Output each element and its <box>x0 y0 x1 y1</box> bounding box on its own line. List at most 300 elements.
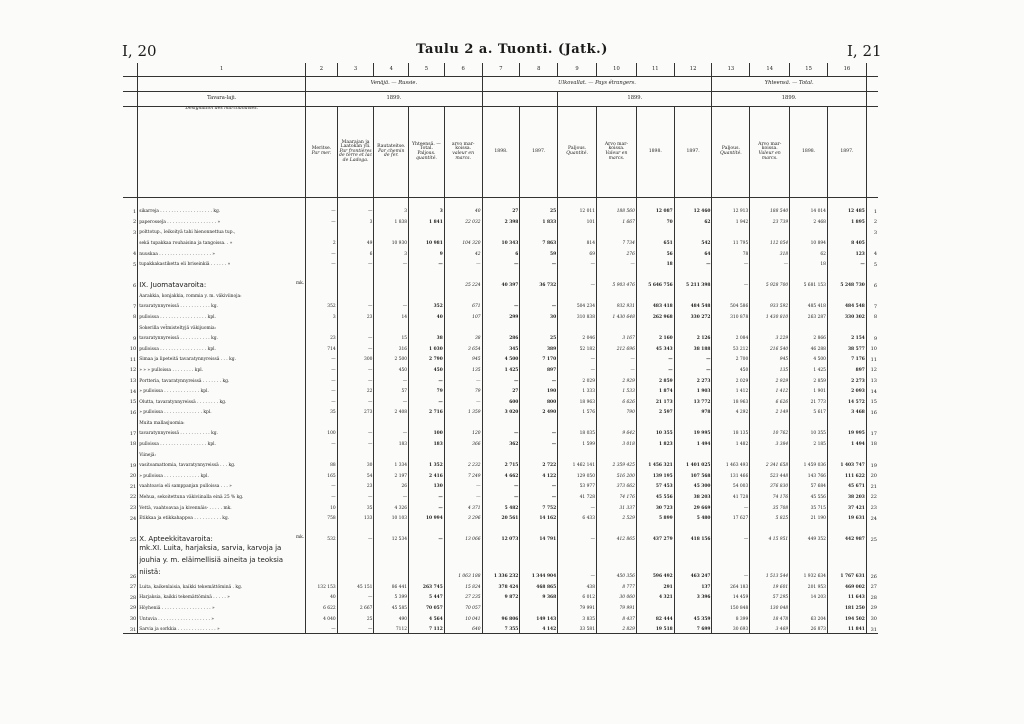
row-cell <box>827 320 866 331</box>
row-cell: 2 829 <box>597 622 637 633</box>
row-cell: 7 734 <box>597 236 637 247</box>
row-cell <box>520 601 558 612</box>
row-cell <box>374 543 409 580</box>
row-cell: 21 190 <box>790 511 828 522</box>
table-row <box>123 268 878 289</box>
row-cell: 5 681 153 <box>790 268 828 289</box>
row-cell: 450 356 <box>597 543 637 580</box>
row-cell: 945 <box>444 352 482 363</box>
row-cell: — <box>306 373 338 384</box>
row-cell: — <box>374 373 409 384</box>
row-cell: 135 <box>750 363 790 374</box>
row-cell: 57 453 <box>636 479 674 490</box>
row-cell: 23 <box>337 310 374 321</box>
row-number: 10 <box>129 346 137 353</box>
row-cell: 378 424 <box>482 580 520 591</box>
row-cell: 1 430 648 <box>597 310 637 321</box>
table-row <box>123 299 878 310</box>
row-cell: 21 773 <box>790 395 828 406</box>
row-cell: 9 642 <box>597 426 637 437</box>
row-cell: 12 485 <box>827 204 866 215</box>
row-cell: 790 <box>597 405 637 416</box>
row-cell: — <box>558 268 597 289</box>
row-cell: 38 203 <box>674 490 712 501</box>
row-number-right: 11 <box>866 352 878 363</box>
row-cell: 263 745 <box>409 580 445 591</box>
row-cell: 1 838 <box>374 215 409 226</box>
table-row <box>123 490 878 501</box>
row-cell: — <box>409 490 445 501</box>
row-cell: 1 667 <box>597 215 637 226</box>
row-cell: 2 866 <box>790 331 828 342</box>
row-cell: 6 626 <box>750 395 790 406</box>
row-cell: — <box>337 331 374 342</box>
row-cell <box>636 320 674 331</box>
year-1898-foreign: 1898. <box>636 107 674 198</box>
row-cell: 40 397 <box>482 268 520 289</box>
row-cell: 143 766 <box>790 469 828 480</box>
row-cell: — <box>337 490 374 501</box>
row-cell: 100 <box>409 426 445 437</box>
row-cell: 132 153 <box>306 580 338 591</box>
row-cell: 352 <box>306 299 338 310</box>
row-cell: 7 699 <box>674 622 712 633</box>
row-cell: 504 234 <box>558 299 597 310</box>
designation-label: Désignation des marchandises. <box>138 107 306 198</box>
row-cell: 1 576 <box>558 405 597 416</box>
row-cell: — <box>337 426 374 437</box>
table-row <box>123 511 878 522</box>
row-cell: 2 500 <box>374 352 409 363</box>
row-cell: 945 <box>750 352 790 363</box>
row-cell: — <box>337 590 374 601</box>
row-cell: 3 <box>337 215 374 226</box>
row-cell <box>790 289 828 300</box>
row-cell: 2 046 <box>558 331 597 342</box>
row-number: 8 <box>133 314 137 321</box>
row-number: 21 <box>129 483 137 490</box>
row-number-right <box>866 416 878 427</box>
row-cell: 7 355 <box>482 622 520 633</box>
row-number-right: 24 <box>866 511 878 522</box>
row-cell: — <box>374 299 409 310</box>
table-body <box>123 204 878 633</box>
row-cell: 4 15 951 <box>750 522 790 543</box>
subheader-row <box>123 107 878 198</box>
row-cell: — <box>306 257 338 268</box>
row-cell: 41 728 <box>712 490 750 501</box>
row-number-right: 23 <box>866 500 878 511</box>
row-cell: 2 029 <box>712 373 750 384</box>
row-cell: 13 066 <box>444 522 482 543</box>
row-cell: 2 859 <box>790 373 828 384</box>
row-cell: 12 913 <box>712 204 750 215</box>
row-cell: 1 334 <box>374 458 409 469</box>
row-cell <box>409 289 445 300</box>
row-cell: — <box>374 257 409 268</box>
row-cell: 21 173 <box>636 395 674 406</box>
row-cell <box>636 289 674 300</box>
row-cell: 29 669 <box>674 500 712 511</box>
row-cell: 78 <box>712 246 750 257</box>
row-cell: 3 469 <box>750 622 790 633</box>
row-cell: 18 478 <box>750 611 790 622</box>
meritse-header: Meritse. Par mer. <box>306 107 338 198</box>
row-number: 12 <box>129 367 137 374</box>
row-cell: 8 777 <box>597 580 637 591</box>
row-cell: 25 <box>337 611 374 622</box>
row-cell: 1 336 232 <box>482 543 520 580</box>
row-description: Sarvia ja sorkkia . . . . . . . . . . . . . . » <box>138 622 306 633</box>
row-cell: 2 468 <box>790 215 828 226</box>
row-cell: 7 249 <box>444 469 482 480</box>
row-cell: 523 448 <box>750 469 790 480</box>
row-cell: 286 <box>482 331 520 342</box>
row-cell: 5 903 476 <box>597 268 637 289</box>
row-cell: 70 057 <box>444 601 482 612</box>
row-cell: 18 <box>636 257 674 268</box>
row-cell: 150 848 <box>712 601 750 612</box>
row-cell: 484 548 <box>674 299 712 310</box>
row-cell: 4 662 <box>482 469 520 480</box>
row-cell: 316 <box>374 342 409 353</box>
table-row <box>123 416 878 427</box>
row-cell: — <box>674 363 712 374</box>
row-cell: 442 987 <box>827 522 866 543</box>
row-cell <box>409 447 445 458</box>
row-cell: 130 <box>409 479 445 490</box>
year-1897-foreign: 1897. <box>674 107 712 198</box>
row-cell: 932 931 <box>597 299 637 310</box>
row-cell: 57 <box>374 384 409 395</box>
col-num-12: 12 <box>674 63 712 77</box>
row-cell <box>712 225 750 236</box>
row-cell: 485 418 <box>790 299 828 310</box>
row-cell: 35 715 <box>790 500 828 511</box>
row-cell <box>337 543 374 580</box>
col-num-15: 15 <box>790 63 828 77</box>
row-cell: 2 700 <box>712 352 750 363</box>
row-cell: — <box>409 373 445 384</box>
row-cell <box>482 225 520 236</box>
row-cell: 26 873 <box>790 622 828 633</box>
row-number: 11 <box>129 356 137 363</box>
row-cell: — <box>306 246 338 257</box>
group-russia: Venäjä. — Russie. <box>306 77 482 92</box>
row-number <box>123 236 138 247</box>
row-cell: 468 865 <box>520 580 558 591</box>
row-cell: 10 994 <box>409 511 445 522</box>
row-cell: 10 355 <box>790 426 828 437</box>
row-cell <box>597 447 637 458</box>
row-cell: 79 <box>409 384 445 395</box>
table-row <box>123 352 878 363</box>
year-foreign: 1899. <box>558 92 712 107</box>
page-number-right: I, 21 <box>847 42 882 60</box>
row-cell <box>520 416 558 427</box>
row-number: 31 <box>123 622 138 633</box>
row-cell: 376 830 <box>750 479 790 490</box>
row-cell: — <box>337 395 374 406</box>
row-cell: 194 502 <box>827 611 866 622</box>
row-cell: 1 412 <box>750 384 790 395</box>
row-cell: 38 <box>409 331 445 342</box>
row-cell: 10 355 <box>636 426 674 437</box>
row-cell: 18 <box>790 257 828 268</box>
row-cell: 2 185 <box>790 437 828 448</box>
row-cell: 299 <box>482 310 520 321</box>
row-cell: 10 <box>306 500 338 511</box>
row-description: pulloissa . . . . . . . . . . . . . . . . . kpl. <box>138 437 306 448</box>
row-cell: 42 <box>444 246 482 257</box>
row-cell: — <box>520 373 558 384</box>
col-num-2: 2 <box>306 63 338 77</box>
row-cell <box>482 320 520 331</box>
row-cell: 3 229 <box>750 331 790 342</box>
table-row <box>123 384 878 395</box>
row-cell: 62 <box>674 215 712 226</box>
row-description: tavaratynnyreissä . . . . . . . . . . . kg. <box>138 426 306 437</box>
row-cell: — <box>712 543 750 580</box>
row-cell: 96 806 <box>482 611 520 622</box>
row-cell: — <box>337 373 374 384</box>
row-cell <box>790 225 828 236</box>
row-cell: 70 057 <box>409 601 445 612</box>
row-cell: 9 <box>409 246 445 257</box>
row-cell <box>409 268 445 289</box>
row-cell: — <box>674 352 712 363</box>
table-row <box>123 320 878 331</box>
row-cell: 2 859 <box>636 373 674 384</box>
row-cell: 19 995 <box>674 426 712 437</box>
row-cell: 1 599 <box>558 437 597 448</box>
row-cell: — <box>409 257 445 268</box>
row-cell: 149 143 <box>520 611 558 622</box>
row-description: Luita, kaikenlaisia, kaikki tekemättöminä . kg. <box>138 580 306 591</box>
row-cell: 45 343 <box>636 342 674 353</box>
row-description: paperossej̈a . . . . . . . . . . . . . . . . . . » <box>138 215 306 226</box>
row-cell: 45 300 <box>674 479 712 490</box>
row-cell: 181 250 <box>827 601 866 612</box>
row-cell: 79 991 <box>597 601 637 612</box>
row-description: Sokerilla veẗmisteltyjä väkijuomia: <box>138 320 306 331</box>
row-description: Viinejä: <box>138 447 306 458</box>
row-cell <box>409 416 445 427</box>
row-cell: — <box>482 257 520 268</box>
row-cell: 1 494 <box>674 437 712 448</box>
row-cell: 10 762 <box>750 426 790 437</box>
row-cell: 131 466 <box>712 469 750 480</box>
row-cell <box>790 601 828 612</box>
row-number: 24 <box>129 515 137 522</box>
row-cell: — <box>444 490 482 501</box>
row-cell <box>674 225 712 236</box>
row-cell <box>444 320 482 331</box>
row-cell: 188 540 <box>750 204 790 215</box>
row-cell: — <box>636 363 674 374</box>
row-cell: 18 963 <box>712 395 750 406</box>
row-cell: — <box>374 395 409 406</box>
col-num-1: 1 <box>138 63 306 77</box>
row-unit: mk. <box>295 534 305 540</box>
row-cell <box>597 225 637 236</box>
row-description: Höyheniä . . . . . . . . . . . . . . . . . . » <box>138 601 306 612</box>
row-cell: 1 932 634 <box>790 543 828 580</box>
row-cell <box>374 447 409 458</box>
row-cell: 2 149 <box>750 405 790 416</box>
row-cell: — <box>750 257 790 268</box>
table-row <box>123 204 878 215</box>
row-cell <box>674 447 712 458</box>
row-number: 27 <box>129 584 137 591</box>
row-cell: 14 459 <box>712 590 750 601</box>
row-cell: 41 728 <box>558 490 597 501</box>
row-cell: — <box>827 257 866 268</box>
row-number-right <box>866 447 878 458</box>
row-cell: 2 154 <box>827 331 866 342</box>
row-cell: — <box>337 204 374 215</box>
row-cell: 504 586 <box>712 299 750 310</box>
row-description: tavaratynnyreissä . . . . . . . . . . . kg. <box>138 299 306 310</box>
row-cell: 30 <box>337 458 374 469</box>
row-cell: 45 556 <box>790 490 828 501</box>
row-cell: 12 011 <box>558 204 597 215</box>
row-cell: 484 548 <box>827 299 866 310</box>
row-cell <box>306 289 338 300</box>
row-cell: — <box>444 395 482 406</box>
arvo-foreign-header: Arvo markoissa. Valeur en marcs. <box>597 107 637 198</box>
row-cell: 1 463 493 <box>712 458 750 469</box>
row-cell: — <box>444 257 482 268</box>
row-cell <box>337 416 374 427</box>
row-cell <box>712 447 750 458</box>
row-cell: 449 352 <box>790 522 828 543</box>
row-cell: 10 041 <box>444 611 482 622</box>
row-number-right: 15 <box>866 395 878 406</box>
row-cell: 45 556 <box>636 490 674 501</box>
row-cell: — <box>712 257 750 268</box>
row-cell <box>306 225 338 236</box>
row-cell <box>337 225 374 236</box>
row-cell <box>827 225 866 236</box>
row-cell: — <box>337 363 374 374</box>
row-cell: 3 020 <box>482 405 520 416</box>
row-cell: — <box>306 215 338 226</box>
row-cell <box>750 416 790 427</box>
row-number: 1 <box>133 208 137 215</box>
row-cell <box>482 416 520 427</box>
row-cell: — <box>306 479 338 490</box>
row-cell: 6 <box>482 246 520 257</box>
row-cell <box>597 416 637 427</box>
row-cell: 183 <box>374 437 409 448</box>
row-cell: 1 823 <box>636 437 674 448</box>
row-cell: 2 416 <box>409 469 445 480</box>
table-row <box>123 622 878 633</box>
row-cell: 82 444 <box>636 611 674 622</box>
row-number-right: 9 <box>866 331 878 342</box>
row-cell <box>444 289 482 300</box>
row-cell: 8 399 <box>712 611 750 622</box>
row-cell <box>674 416 712 427</box>
row-cell: 2 359 425 <box>597 458 637 469</box>
row-cell: 3 296 <box>444 511 482 522</box>
table-row <box>123 458 878 469</box>
row-cell: 9 872 <box>482 590 520 601</box>
row-description: Portteria, tavaratynnyreissä . . . . . . . kg. <box>138 373 306 384</box>
row-cell: — <box>712 500 750 511</box>
row-cell: 38 577 <box>827 342 866 353</box>
row-cell <box>444 225 482 236</box>
row-cell: 11 841 <box>827 622 866 633</box>
row-cell: — <box>520 257 558 268</box>
row-cell: 25 224 <box>444 268 482 289</box>
row-cell <box>597 320 637 331</box>
row-cell: 1 352 <box>409 458 445 469</box>
row-cell: 978 <box>674 405 712 416</box>
row-cell: — <box>558 257 597 268</box>
row-number: 20 <box>129 473 137 480</box>
row-cell: — <box>520 299 558 310</box>
row-cell: 2 408 <box>374 405 409 416</box>
row-cell: 2 597 <box>636 405 674 416</box>
row-cell: 52 182 <box>558 342 597 353</box>
row-number: 9 <box>133 335 137 342</box>
row-cell: — <box>558 352 597 363</box>
row-description: nuuskaa . . . . . . . . . . . . . . . . . . . » <box>138 246 306 257</box>
table-row <box>123 225 878 236</box>
row-cell: 107 <box>444 310 482 321</box>
table-row <box>123 373 878 384</box>
row-cell: 1 401 025 <box>674 458 712 469</box>
row-cell: 714 <box>306 342 338 353</box>
table-row <box>123 611 878 622</box>
row-cell: 3 167 <box>597 331 637 342</box>
row-cell: 9 368 <box>520 590 558 601</box>
row-cell: 36 732 <box>520 268 558 289</box>
row-cell: 19 995 <box>827 426 866 437</box>
row-cell: 3 468 <box>827 405 866 416</box>
row-cell: 1 344 904 <box>520 543 558 580</box>
row-cell: — <box>374 490 409 501</box>
row-cell <box>750 225 790 236</box>
row-cell: 135 <box>444 363 482 374</box>
row-cell: 33 581 <box>558 622 597 633</box>
row-cell: 38 188 <box>674 342 712 353</box>
col-num-9: 9 <box>558 63 597 77</box>
row-cell <box>374 416 409 427</box>
col-num-16: 16 <box>827 63 866 77</box>
table-row <box>123 500 878 511</box>
row-cell: — <box>482 479 520 490</box>
row-cell: 1 482 <box>712 437 750 448</box>
row-cell: 1 513 544 <box>750 543 790 580</box>
row-cell: 651 <box>636 236 674 247</box>
row-cell: 7 176 <box>827 352 866 363</box>
row-cell: 1 030 <box>409 342 445 353</box>
row-cell: 352 <box>409 299 445 310</box>
row-cell: — <box>558 363 597 374</box>
row-cell: 1 359 <box>444 405 482 416</box>
row-cell: — <box>482 373 520 384</box>
table-row <box>123 236 878 247</box>
row-cell: 12 534 <box>374 522 409 543</box>
row-cell: 6 626 <box>597 395 637 406</box>
row-cell <box>444 416 482 427</box>
row-cell: 4 564 <box>409 611 445 622</box>
row-cell: — <box>444 479 482 490</box>
row-number-right <box>866 289 878 300</box>
